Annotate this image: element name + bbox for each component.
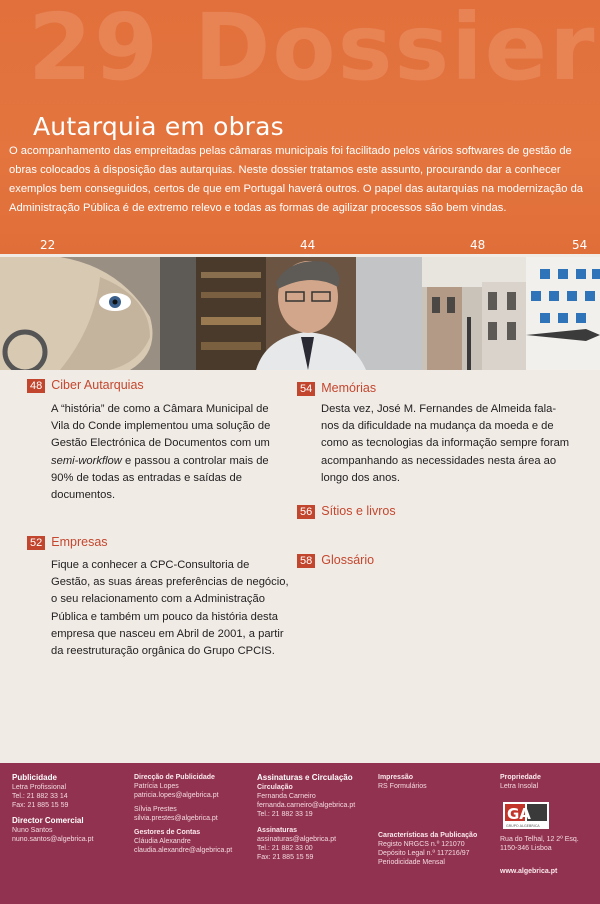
section-number-badge: 54	[297, 382, 315, 396]
footer-line: Periodicidade Mensal	[378, 859, 445, 866]
section-title-text: Empresas	[51, 535, 108, 549]
footer-line: Fax: 21 885 15 59	[257, 854, 314, 861]
intro-paragraph: O acompanhamento das empreitadas pelas câmaras municipais foi facilitado pelos vários softwares de gestão de obras colocados à disposição das autarquias. Neste dossier tratamos este assunto, procurando dar a conhecer exemplos bem conseguidos, certos de que em Portugal haverá outros. O papel das autarquias na modernização da Administração Pública é de extremo relevo e todas as formas de agilizar processos são bem vindas.	[9, 145, 584, 214]
section-number-badge: 56	[297, 505, 315, 519]
ciber-text-1: A “história” de como a Câmara Municipal de Vila do Conde implementou uma solução de Gestão Electrónica de Documentos com um	[51, 403, 271, 450]
footer-line: fernanda.carneiro@algebrica.pt	[257, 802, 356, 809]
footer-line: Registo NRGCS n.º 121070	[378, 841, 465, 848]
section-title-sitios	[297, 504, 396, 519]
footer-line: Fernanda Carneiro	[257, 793, 316, 800]
footer-col-direccao	[134, 773, 249, 855]
page-title: Autarquia em obras	[33, 112, 284, 141]
page-number-1: 22	[40, 238, 56, 252]
ciber-paragraph	[51, 401, 283, 504]
section-number-badge: 52	[27, 536, 45, 550]
section-title-memorias	[297, 381, 376, 396]
footer-line: nuno.santos@algebrica.pt	[12, 836, 94, 843]
photo-street	[422, 257, 526, 370]
section-title-text: Ciber Autarquias	[51, 378, 144, 392]
footer-line: 1150-346 Lisboa	[500, 845, 552, 852]
footer-line: claudia.alexandre@algebrica.pt	[134, 847, 233, 854]
footer-subheading: Circulação	[257, 784, 293, 791]
ga-logo	[503, 802, 549, 829]
footer-subheading: Assinaturas	[257, 827, 298, 834]
section-title-text: Memórias	[321, 381, 377, 395]
photo-graphic	[526, 257, 600, 370]
logo-subtitle: GRUPO ALGEBRICA	[506, 824, 540, 828]
footer-line: Tel.: 21 882 33 19	[257, 811, 313, 818]
section-number-badge: 58	[297, 554, 315, 568]
footer-subheading: Direcção de Publicidade	[134, 774, 215, 781]
ciber-text-2: e passou a controlar mais de 90% de todas as entradas e saídas de documentos.	[51, 454, 269, 502]
footer-line: Rua do Telhal, 12 2º Esq.	[500, 836, 579, 843]
photo-face-art	[0, 257, 196, 370]
footer-line: Nuno Santos	[12, 827, 53, 834]
footer-line: RS Formulários	[378, 783, 427, 790]
section-title-text: Glossário	[321, 553, 375, 567]
footer-subheading: Impressão	[378, 774, 414, 781]
photo-portrait	[196, 257, 422, 370]
footer-line: patricia.lopes@algebrica.pt	[134, 792, 219, 799]
footer-credits	[0, 763, 600, 904]
header-banner	[0, 0, 600, 254]
section-title-glossario	[297, 553, 374, 568]
page-number-2: 44	[300, 238, 316, 252]
footer-line: Patrícia Lopes	[134, 783, 179, 790]
logo-letters: GA	[507, 805, 531, 823]
dossier-watermark-title: 29 Dossier	[28, 0, 597, 101]
footer-line: Tel.: 21 882 33 00	[257, 845, 313, 852]
footer-line: Letra Profissional	[12, 784, 67, 791]
footer-line: Letra Insolal	[500, 783, 539, 790]
memorias-paragraph: Desta vez, José M. Fernandes de Almeida fala-nos da dificuldade na mudança da moeda e de como as tecnologias da informação sempre foram acompanhando as necessidades nesta área ao longo dos anos.	[321, 403, 570, 484]
footer-col-impressao	[378, 773, 496, 867]
footer-heading: Publicidade	[12, 773, 57, 782]
section-title-ciber	[27, 378, 144, 393]
section-title-text: Sítios e livros	[321, 504, 396, 518]
footer-heading: Director Comercial	[12, 816, 84, 825]
footer-subheading: Propriedade	[500, 774, 541, 781]
footer-heading: Assinaturas e Circulação	[257, 773, 353, 782]
footer-col-assinaturas	[257, 773, 372, 862]
footer-line: Sílvia Prestes	[134, 806, 177, 813]
footer-line: Fax: 21 885 15 59	[12, 802, 69, 809]
section-title-empresas	[27, 535, 108, 550]
footer-col-publicidade	[12, 773, 122, 844]
footer-subheading: Gestores de Contas	[134, 829, 201, 836]
page-number-4: 54	[572, 238, 588, 252]
page-number-3: 48	[470, 238, 486, 252]
footer-line: silvia.prestes@algebrica.pt	[134, 815, 218, 822]
footer-line: assinaturas@algebrica.pt	[257, 836, 337, 843]
footer-line: Tel.: 21 882 33 14	[12, 793, 68, 800]
footer-subheading: Características da Publicação	[378, 832, 478, 839]
footer-link: www.algebrica.pt	[500, 868, 558, 875]
section-number-badge: 48	[27, 379, 45, 393]
ciber-text-em: semi-workflow	[51, 454, 122, 467]
photo-strip	[0, 257, 600, 370]
footer-line: Depósito Legal n.º 117216/97	[378, 850, 470, 857]
empresas-paragraph: Fique a conhecer a CPC-Consultoria de Gestão, as suas áreas preferências de negócio, o seu relacionamento com a Administração Pública e também um pouco da história desta empresa que nasceu em Abril de 2001, a partir da reestruturação orgânica do Grupo CPCIS.	[51, 559, 289, 658]
footer-line: Cláudia Alexandre	[134, 838, 191, 845]
